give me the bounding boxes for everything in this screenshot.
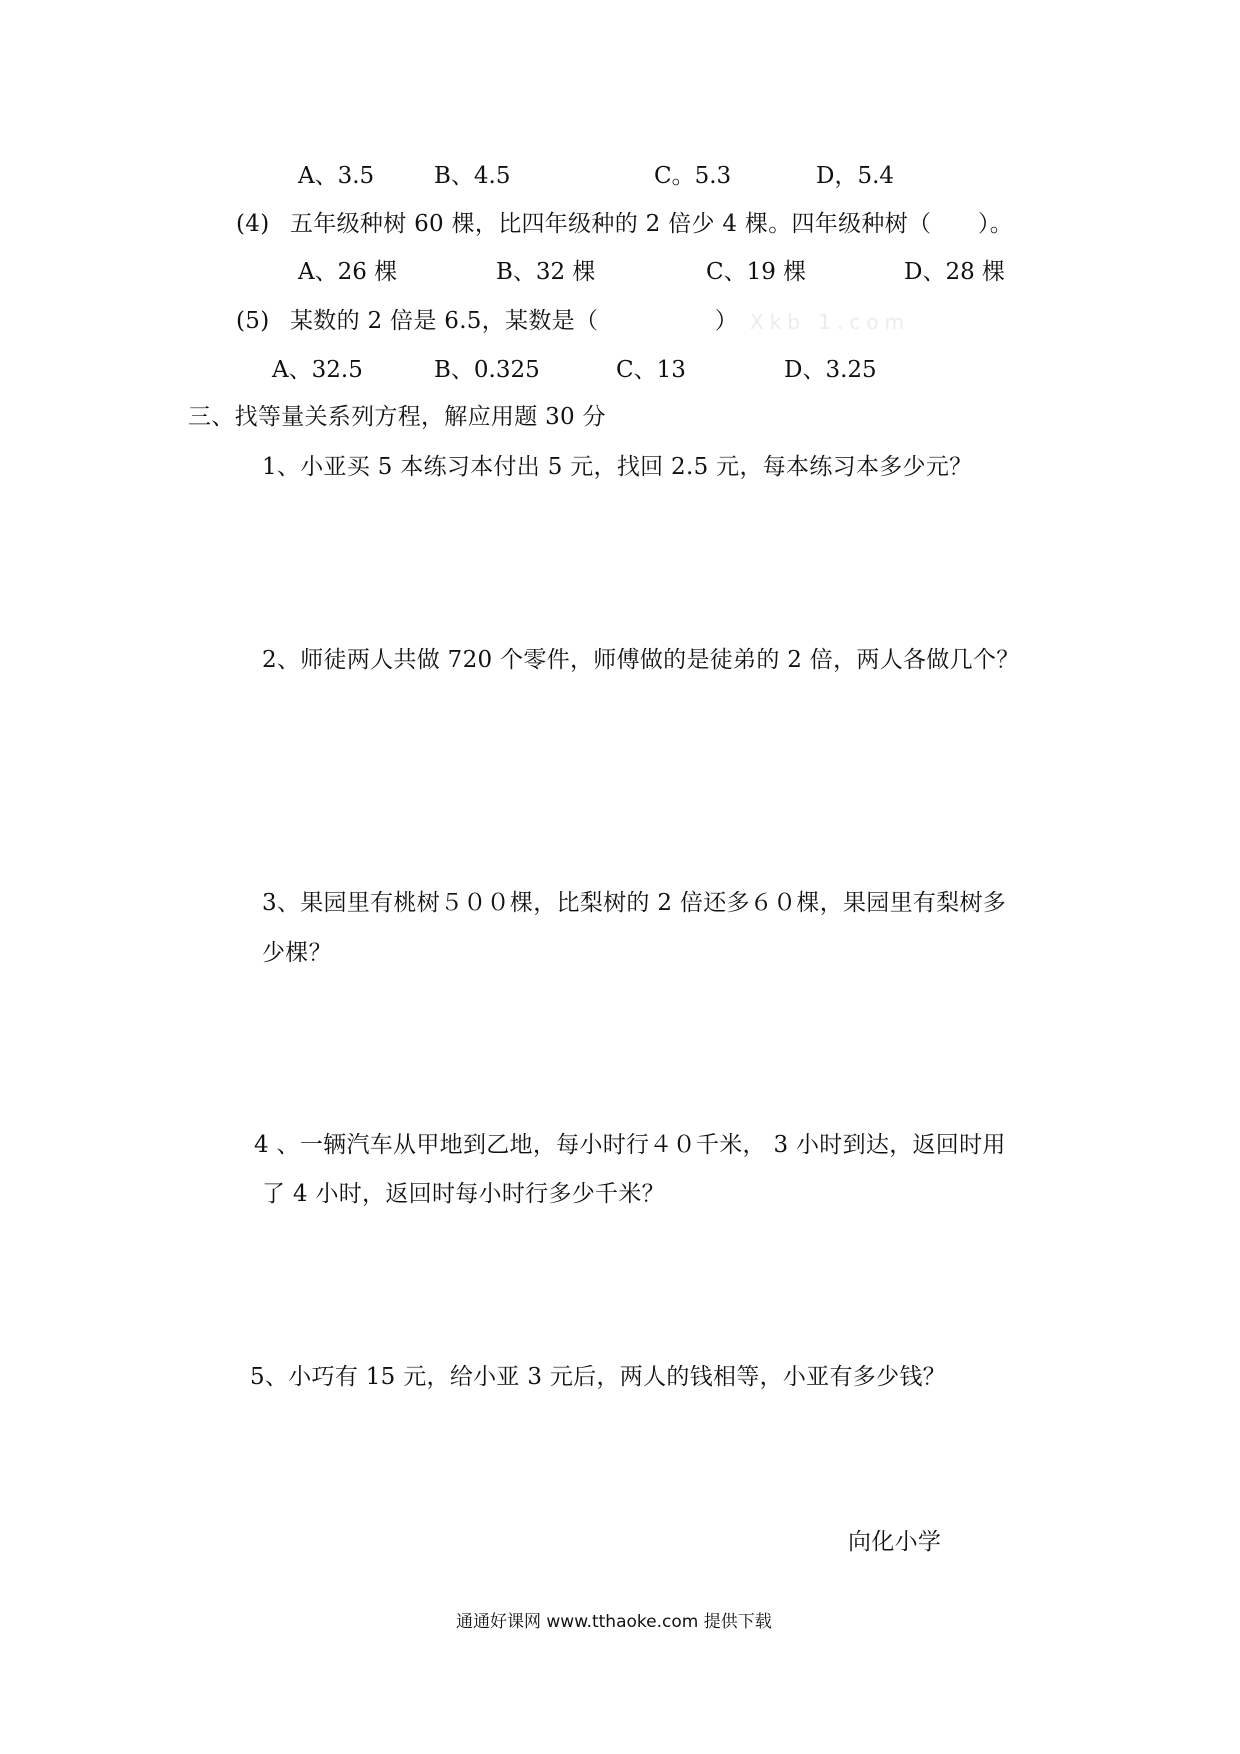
q4-number: (4) xyxy=(236,211,270,237)
q5-option-a: A、32.5 xyxy=(272,357,363,383)
q5-option-c: C、13 xyxy=(616,357,686,383)
school-signature: 向化小学 xyxy=(848,1529,942,1555)
q4-option-a: A、26 棵 xyxy=(298,259,398,285)
q3-option-c: C。5.3 xyxy=(654,163,732,189)
watermark: Xkb 1.com xyxy=(750,310,911,334)
q4-option-d: D、28 棵 xyxy=(904,259,1006,285)
q3-option-d: D，5.4 xyxy=(816,163,895,189)
problem-4-line-1: 4 、一辆汽车从甲地到乙地，每小时行４０千米， 3 小时到达，返回时用 xyxy=(254,1132,1006,1158)
problem-3-line-1: 3、果园里有桃树５００棵，比梨树的 2 倍还多６０棵，果园里有梨树多 xyxy=(262,890,1007,916)
problem-4-line-2: 了 4 小时，返回时每小时行多少千米？ xyxy=(262,1181,665,1207)
problem-3-line-2: 少棵？ xyxy=(262,940,332,966)
problem-2: 2、师徒两人共做 720 个零件，师傅做的是徒弟的 2 倍，两人各做几个？ xyxy=(262,647,1020,673)
q4-option-b: B、32 棵 xyxy=(496,259,596,285)
q5-option-b: B、0.325 xyxy=(434,357,540,383)
q5-text: 某数的 2 倍是 6.5，某数是（ ） xyxy=(290,308,739,334)
problem-1: 1、小亚买 5 本练习本付出 5 元，找回 2.5 元，每本练习本多少元？ xyxy=(262,454,973,480)
problem-5: 5、小巧有 15 元，给小亚 3 元后，两人的钱相等，小亚有多少钱？ xyxy=(250,1364,946,1390)
q3-option-a: A、3.5 xyxy=(298,163,375,189)
section-heading: 三、找等量关系列方程，解应用题 30 分 xyxy=(188,404,606,430)
q3-option-b: B、4.5 xyxy=(434,163,511,189)
q4-option-c: C、19 棵 xyxy=(706,259,807,285)
footer-credit: 通通好课网 www.tthaoke.com 提供下载 xyxy=(456,1612,772,1632)
q4-text: 五年级种树 60 棵，比四年级种的 2 倍少 4 棵。四年级种树（ ）。 xyxy=(290,211,1013,237)
q5-number: (5) xyxy=(236,308,270,334)
q5-option-d: D、3.25 xyxy=(784,357,877,383)
